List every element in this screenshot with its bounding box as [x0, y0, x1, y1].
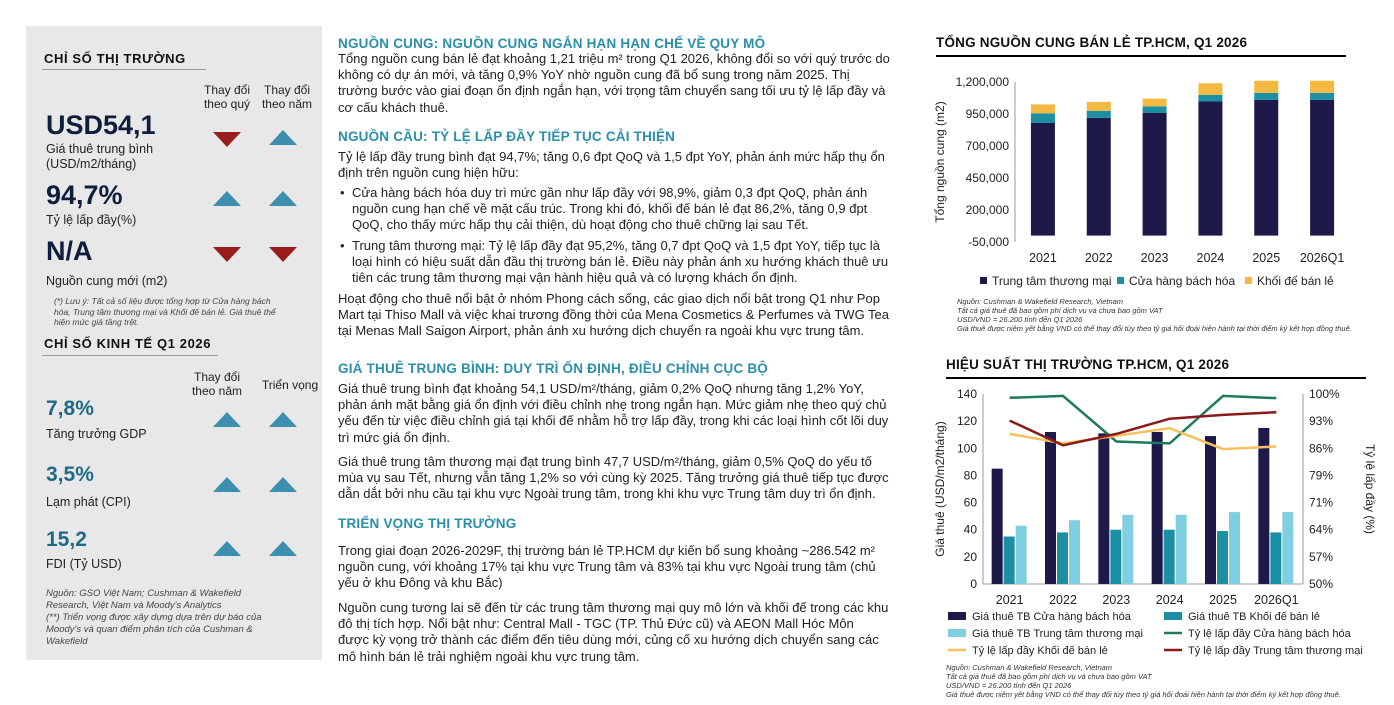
metric-rent-value: USD54,1 — [46, 110, 156, 140]
bar-segment — [1031, 123, 1055, 236]
econ-note-l5: Wakefield — [46, 636, 88, 647]
demand-line: Tỷ lệ lấp đầy trung bình đạt 94,7%; tăng 0,6 đpt QoQ và 1,5 đpt YoY, phản ánh mức hấp thụ ổn — [338, 149, 885, 164]
col-econ-yoy-header — [182, 370, 252, 398]
econ-note-l3: (**) Triển vọng được xây dựng dựa trên dự báo của — [46, 612, 262, 623]
legend-label: Giá thuê TB Trung tâm thương mại — [972, 628, 1143, 640]
up-arrow-icon — [269, 541, 297, 556]
bar-segment — [1254, 93, 1278, 100]
up-arrow-icon — [213, 412, 241, 427]
bar-segment — [1143, 99, 1167, 107]
up-arrow-icon — [269, 412, 297, 427]
y-tick-label: 0 — [970, 577, 977, 591]
bullet-line: QoQ, cho thấy mức hấp thụ cải thiện, dù hoạt động cho thuê chững lại sau Tết. — [352, 217, 809, 233]
bullet-dot: • — [340, 185, 345, 200]
rent-bar — [1098, 433, 1109, 584]
bullet-line: Cửa hàng bách hóa duy trì mức gần như lấp đầy với 98,9%, giảm 0,3 đpt QoQ, phản ánh — [352, 185, 868, 200]
bar-segment — [1143, 106, 1167, 112]
y-axis-label: Tổng nguồn cung (m2) — [933, 101, 947, 223]
bullet-dot: • — [340, 238, 345, 253]
occupancy-line — [1010, 412, 1277, 445]
bullet-line: Trung tâm thương mại: Tỷ lệ lấp đầy đạt 95,2%, tăng 0,7 đpt QoQ và 1,5 đpt YoY, tiếp tục là — [352, 238, 880, 253]
title-underline — [946, 377, 1366, 379]
source-line: Giá thuê được niêm yết bằng VND có thể thay đổi tùy theo tỷ giá hối đoái hiện hành tại thời điểm ký kết hợp đồng thuê. — [957, 324, 1352, 333]
rent-bar — [1270, 532, 1281, 584]
y-tick-label: 200,000 — [965, 203, 1009, 217]
divider — [42, 355, 218, 356]
rent-bar — [1217, 531, 1228, 584]
y-tick-label: 120 — [956, 414, 977, 429]
x-tick-label: 2022 — [1084, 251, 1113, 265]
legend-swatch — [1164, 612, 1182, 620]
supply-chart-source — [957, 297, 1352, 333]
metric-new-supply-label: Nguồn cung mới (m2) — [46, 274, 168, 288]
outlook-heading: TRIỂN VỌNG THỊ TRƯỜNG — [338, 516, 517, 531]
bullet-line: loại hình có hiệu suất dẫn đầu thị trường bán lẻ. Điều này phản ánh xu hướng khách thuê ưu — [352, 254, 889, 270]
col-outlook-header: Triển vọng — [261, 378, 319, 392]
up-arrow-icon — [213, 477, 241, 492]
outlook-line: yếu ở khu Đông và khu Bắc) — [338, 575, 503, 591]
bar-segment — [1198, 101, 1222, 235]
demand-paragraph — [338, 149, 922, 181]
y2-tick-label: 64% — [1309, 522, 1334, 537]
demand-paragraph-2 — [338, 291, 922, 340]
col-yoy-header — [252, 83, 322, 111]
demand-bullet-2 — [338, 238, 922, 287]
econ-fdi-label: FDI (Tỷ USD) — [46, 557, 122, 571]
supply-chart-title: TỔNG NGUỒN CUNG BÁN LẺ TP.HCM, Q1 2026 — [936, 35, 1248, 50]
econ-note-l2: Research, Việt Nam và Moody's Analytics — [46, 600, 222, 611]
metric-occupancy-value: 94,7% — [46, 180, 123, 210]
legend-swatch — [1245, 277, 1252, 284]
y2-tick-label: 50% — [1309, 577, 1334, 591]
source-line: Tất cả giá thuê đã bao gồm phí dịch vụ và chưa bao gồm VAT — [946, 672, 1152, 681]
y2-tick-label: 57% — [1309, 549, 1334, 564]
legend-label: Trung tâm thương mại — [992, 274, 1112, 288]
up-arrow-icon — [213, 541, 241, 556]
down-arrow-icon — [213, 247, 241, 262]
legend-label: Giá thuê TB Khối đế bán lẻ — [1188, 611, 1320, 623]
performance-chart-title: HIỆU SUẤT THỊ TRƯỜNG TP.HCM, Q1 2026 — [946, 357, 1230, 372]
up-arrow-icon — [269, 191, 297, 206]
outlook-line: Nguồn cung tương lai sẽ đến từ các trung tâm thương mại quy mô lớn và khối đế trong các khu — [338, 600, 889, 615]
demand-line: Hoạt động cho thuê nổi bật ở nhóm Phong cách sống, các giao dịch nổi bật trong Q1 như Pop — [338, 291, 880, 306]
outlook-line: mô hình bán lẻ trải nghiệm ngoài khu vực trung tâm. — [338, 648, 640, 664]
market-note-l1: (*) Lưu ý: Tất cả số liệu được tổng hợp từ Cửa hàng bách — [54, 296, 271, 306]
bar-segment — [1198, 95, 1222, 101]
down-arrow-icon — [269, 247, 297, 262]
bar-segment — [1254, 100, 1278, 236]
legend-swatch — [980, 277, 987, 284]
supply-line: Tổng nguồn cung bán lẻ đạt khoảng 1,21 triệu m² trong Q1 2026, không đổi so với quý trước do — [338, 51, 890, 66]
bar-segment — [1087, 102, 1111, 111]
x-tick-label: 2026Q1 — [1254, 593, 1299, 607]
x-tick-label: 2025 — [1209, 593, 1237, 607]
col-qoq-l1: Thay đổi — [203, 83, 251, 97]
x-tick-label: 2026Q1 — [1299, 251, 1345, 265]
bar-segment — [1031, 113, 1055, 123]
supply-heading: NGUỒN CUNG: NGUỒN CUNG NGẮN HẠN HẠN CHẾ VỀ QUY MÔ — [338, 36, 766, 51]
x-tick-label: 2021 — [995, 593, 1024, 607]
source-line: Nguồn: Cushman & Wakefield Research, Vietnam — [946, 663, 1113, 672]
legend-label: Tỷ lệ lấp đầy Cửa hàng bách hóa — [1188, 628, 1351, 640]
legend-label: Cửa hàng bách hóa — [1129, 274, 1236, 288]
rent-bar — [1016, 526, 1027, 584]
source-line: USD/VND = 26.200 tính đến Q1 2026 — [946, 681, 1072, 690]
bar-segment — [1310, 93, 1334, 100]
metric-rent-label-l2: (USD/m2/tháng) — [46, 157, 137, 171]
performance-chart — [928, 382, 1378, 662]
rent-line: dẫn dắt bởi nhu cầu tại khu vực Ngoài trung tâm, trong khi khu vực Trung tâm duy trì ổn định. — [338, 486, 876, 502]
up-arrow-icon — [269, 477, 297, 492]
rent-bar — [1176, 515, 1187, 584]
x-tick-label: 2021 — [1029, 251, 1057, 265]
demand-line: tại Menas Mall Saigon Airport, phản ánh xu hướng dịch chuyển ra ngoài khu vực trung tâm. — [338, 323, 865, 339]
source-line: USD/VND = 26.200 tính đến Q1 2026 — [957, 315, 1083, 324]
rent-bar — [1258, 428, 1269, 584]
source-line: Tất cả giá thuê đã bao gồm phí dịch vụ và chưa bao gồm VAT — [957, 306, 1163, 315]
market-note — [54, 296, 276, 328]
bar-segment — [1087, 111, 1111, 118]
legend-label: Giá thuê TB Cửa hàng bách hóa — [972, 611, 1131, 623]
y-tick-label: 100 — [956, 441, 977, 456]
legend-swatch — [948, 612, 966, 620]
y-tick-label: 1,200,000 — [955, 75, 1009, 89]
y-tick-label: 140 — [956, 387, 977, 401]
up-arrow-icon — [269, 130, 297, 145]
y-tick-label: 700,000 — [965, 139, 1009, 153]
down-arrow-icon — [213, 132, 241, 147]
econ-note-l1: Nguồn: GSO Việt Nam; Cushman & Wakefield — [46, 588, 242, 599]
col-econ-yoy-l1: Thay đổi — [193, 370, 241, 384]
econ-gdp-value: 7,8% — [46, 397, 94, 420]
bar-segment — [1254, 81, 1278, 93]
legend-swatch — [948, 629, 966, 637]
rent-bar — [1229, 512, 1240, 584]
rent-bar — [1110, 530, 1121, 584]
y2-tick-label: 100% — [1309, 387, 1340, 401]
y-tick-label: 80 — [963, 468, 977, 483]
legend-swatch — [1117, 277, 1124, 284]
x-tick-label: 2024 — [1155, 593, 1184, 607]
rent-line: phản ánh mặt bằng giá ổn định với điều chỉnh nhẹ trong ngắn hạn. Mức giảm nhẹ theo quý chủ — [338, 397, 887, 413]
econ-gdp-label: Tăng trưởng GDP — [46, 427, 147, 441]
y-tick-label: 450,000 — [965, 171, 1009, 185]
bar-segment — [1031, 104, 1055, 113]
x-tick-label: 2023 — [1140, 251, 1169, 265]
rent-line: yếu đến từ việc điều chỉnh giá tại khối đế nhằm hỗ trợ lấp đầy, trong khi các loại hình cốt lõi duy — [338, 413, 889, 429]
econ-note — [46, 588, 262, 648]
bullet-line: nguồn cung hạn chế về mặt cấu trúc. Trong khi đó, khối đế bán lẻ đạt 86,2%, tăng 0,9 đpt — [352, 201, 868, 217]
rent-bar — [992, 469, 1003, 584]
rent-bar — [1045, 432, 1056, 584]
bar-segment — [1198, 83, 1222, 95]
col-econ-yoy-l2: theo năm — [191, 384, 243, 398]
bar-segment — [1143, 113, 1167, 236]
rent-bar — [1282, 512, 1293, 584]
market-indicators-panel — [26, 26, 322, 660]
outlook-line: được kỳ vọng trở thành các điểm đến tiêu dùng mới, củng cố xu hướng dịch chuyển sang các — [338, 632, 879, 648]
y-tick-label: -50,000 — [968, 235, 1009, 249]
rent-bar — [1069, 520, 1080, 584]
legend-label: Tỷ lệ lấp đầy Trung tâm thương mại — [1188, 645, 1363, 657]
market-indicators-title: CHỈ SỐ THỊ TRƯỜNG — [44, 51, 186, 66]
metric-rent-label — [46, 142, 153, 172]
y2-tick-label: 79% — [1309, 468, 1334, 483]
y-tick-label: 40 — [963, 522, 977, 537]
outlook-paragraph — [338, 543, 922, 592]
demand-line: định trên nguồn cung hiện hữu: — [338, 165, 519, 181]
rent-line: Giá thuê trung bình đạt khoảng 54,1 USD/m²/tháng, giảm 0,2% QoQ nhưng tăng 1,2% YoY, — [338, 381, 864, 396]
demand-heading: NGUỒN CẦU: TỶ LỆ LẤP ĐẦY TIẾP TỤC CẢI THIỆN — [338, 129, 676, 144]
rent-bar — [1205, 436, 1216, 584]
y-tick-label: 950,000 — [965, 107, 1009, 121]
source-line: Nguồn: Cushman & Wakefield Research, Vietnam — [957, 297, 1124, 306]
col-qoq-l2: theo quý — [203, 97, 251, 111]
rent-bar — [1152, 432, 1163, 584]
performance-chart-source — [946, 663, 1341, 699]
y2-tick-label: 71% — [1309, 495, 1334, 510]
divider — [42, 69, 206, 70]
y-tick-label: 20 — [963, 549, 977, 564]
market-note-l3: hiện mức giá tầng trệt. — [54, 317, 139, 327]
bar-segment — [1310, 81, 1334, 93]
metric-new-supply-value: N/A — [46, 236, 93, 266]
col-yoy-l1: Thay đổi — [263, 83, 311, 97]
up-arrow-icon — [213, 191, 241, 206]
rent-bar — [1122, 515, 1133, 584]
source-line: Giá thuê được niêm yết bằng VND có thể thay đổi tùy theo tỷ giá hối đoái hiện hành tại thời điểm ký kết hợp đồng thuê. — [946, 690, 1341, 699]
rent-bar — [1164, 530, 1175, 584]
rent-line: trì mức giá ổn định. — [338, 429, 451, 445]
rent-bar — [1004, 537, 1015, 585]
x-tick-label: 2022 — [1049, 593, 1077, 607]
bullet-line: tiên các trung tâm thương mại vận hành hiệu quả và có lượng khách ổn định. — [352, 270, 798, 286]
legend-label: Tỷ lệ lấp đầy Khối đế bán lẻ — [972, 645, 1108, 657]
x-tick-label: 2025 — [1252, 251, 1281, 265]
supply-line: cơ cấu khách thuê. — [338, 99, 449, 115]
legend-label: Khối đế bán lẻ — [1257, 274, 1334, 288]
econ-note-l4: Moody's và quan điểm phân tích của Cushman & — [46, 624, 253, 635]
x-tick-label: 2024 — [1196, 251, 1225, 265]
econ-fdi-value: 15,2 — [46, 528, 87, 551]
econ-cpi-value: 3,5% — [46, 463, 94, 486]
y2-axis-label: Tỷ lệ lấp đầy (%) — [1363, 443, 1377, 535]
y2-tick-label: 93% — [1309, 414, 1334, 429]
econ-cpi-label: Lạm phát (CPI) — [46, 495, 131, 509]
demand-bullet-1 — [338, 185, 922, 234]
rent-line: mùa vụ sau Tết, nhưng vẫn tăng 1,2% so với cùng kỳ 2025. Tăng trưởng giá thuê tiếp tục được — [338, 470, 889, 486]
col-yoy-l2: theo năm — [261, 97, 313, 111]
outlook-line: Trong giai đoạn 2026-2029F, thị trường bán lẻ TP.HCM dự kiến bổ sung khoảng ~286.542 m² — [338, 543, 875, 558]
y2-tick-label: 86% — [1309, 441, 1334, 456]
rent-paragraph-2 — [338, 454, 922, 503]
metric-occupancy-label: Tỷ lệ lấp đầy(%) — [46, 213, 137, 227]
supply-line: trường bước vào giai đoạn ổn định ngắn hạn, với trọng tâm chuyển sang tối ưu tỷ lệ lấp đầy và — [338, 83, 886, 99]
demand-line: Mart tại Thiso Mall và việc khai trương đồng thời của Mena Cosmetics & Perfumes và TWG Tea — [338, 307, 890, 323]
outlook-line: đô thị tích hợp. Nổi bật như: Central Mall - TGC (TP. Thủ Đức cũ) và AEON Mall Hóc Môn — [338, 616, 854, 632]
market-note-l2: hóa, Trung tâm thương mại và Khối đế bán lẻ. Giá thuê thể — [54, 306, 276, 317]
rent-line: Giá thuê trung tâm thương mại đạt trung bình 47,7 USD/m²/tháng, giảm 0,5% QoQ do yếu tố — [338, 454, 872, 469]
x-tick-label: 2023 — [1102, 593, 1131, 607]
title-underline — [936, 55, 1346, 57]
rent-bar — [1057, 532, 1068, 584]
economic-indicators-title: CHỈ SỐ KINH TẾ Q1 2026 — [44, 336, 212, 351]
y-axis-label: Giá thuê (USD/m2/tháng) — [933, 421, 947, 557]
rent-heading: GIÁ THUÊ TRUNG BÌNH: DUY TRÌ ỔN ĐỊNH, ĐIỀU CHỈNH CỤC BỘ — [338, 361, 769, 376]
bar-segment — [1310, 100, 1334, 236]
metric-rent-label-l1: Giá thuê trung bình — [46, 142, 154, 156]
outlook-paragraph-2 — [338, 600, 922, 665]
outlook-line: nguồn cung, với khoảng 17% tại khu vực Trung tâm và 83% tại khu vực Ngoài trung tâm (chủ — [338, 559, 876, 575]
supply-paragraph — [338, 51, 922, 116]
y-tick-label: 60 — [963, 495, 977, 510]
bar-segment — [1087, 118, 1111, 236]
supply-line: không có dự án mới, và tăng 0,9% YoY nhờ nguồn cung đã bổ sung trong năm 2025. Thị — [338, 67, 850, 83]
supply-chart — [930, 62, 1380, 302]
rent-paragraph — [338, 381, 922, 446]
